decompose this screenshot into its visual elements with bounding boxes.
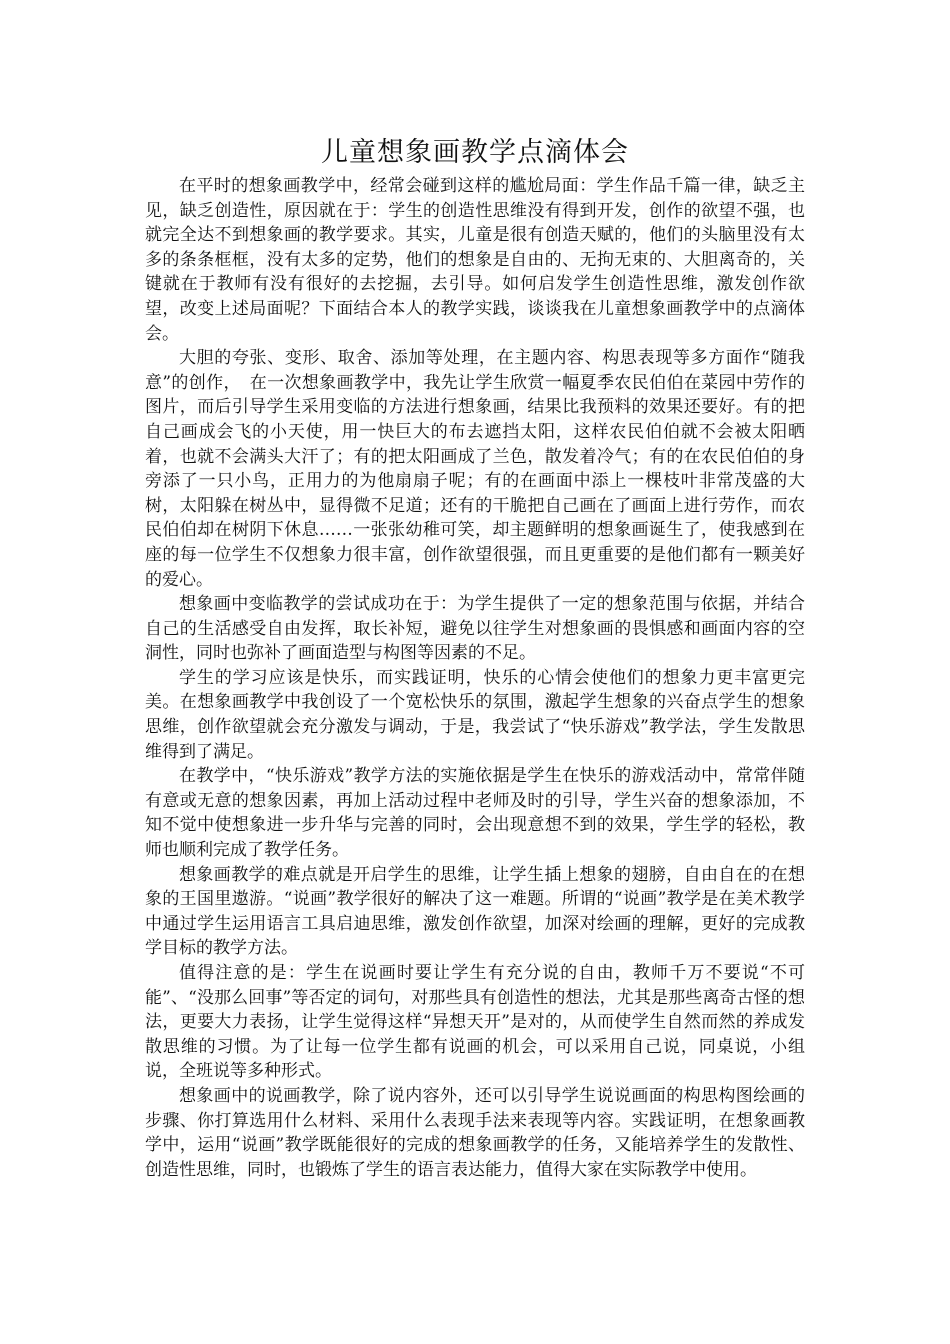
document-title: 儿童想象画教学点滴体会 — [321, 137, 629, 168]
paragraph-talking-drawing: 想象画教学的难点就是开启学生的思维，让学生插上想象的翅膀，自由自在的在想象的王国里遨游。“说画”教学很好的解决了这一难题。所谓的“说画”教学是在美术教学中通过学生运用语言工具启迪思维，激发创作欲望，加深对绘画的理解，更好的完成教学目标的教学方法。 — [145, 864, 805, 959]
paragraph-copy-teaching: 想象画中变临教学的尝试成功在于：为学生提供了一定的想象范围与依据，并结合自己的生活感受自由发挥，取长补短，避免以往学生对想象画的畏惧感和画面内容的空洞性，同时也弥补了画面造型与构图等因素的不足。 — [145, 594, 805, 664]
paragraph-exaggeration-example: 大胆的夸张、变形、取舍、添加等处理，在主题内容、构思表现等多方面作“随我意”的创作， 在一次想象画教学中，我先让学生欣赏一幅夏季农民伯伯在菜园中劳作的图片，而后引导学生采用变临的方法进行想象画，结果比我预料的效果还要好。有的把自己画成会飞的小天使，用一快巨大的布去遮挡太阳，这样农民伯伯就不会被太阳晒着，也就不会满头大汗了；有的把太阳画成了兰色，散发着冷气；有的在农民伯伯的身旁添了一只小鸟，正用力的为他扇扇子呢；有的在画面中添上一棵枝叶非常茂盛的大树，太阳躲在树丛中，显得微不足道；还有的干脆把自己画在了画面上进行劳作，而农民伯伯却在树阴下休息……一张张幼稚可笑，却主题鲜明的想象画诞生了，使我感到在座的每一位学生不仅想象力很丰富，创作欲望很强，而且更重要的是他们都有一颗美好的爱心。 — [145, 348, 805, 590]
paragraph-game-method: 在教学中，“快乐游戏”教学方法的实施依据是学生在快乐的游戏活动中，常常伴随有意或无意的想象因素，再加上活动过程中老师及时的引导，学生兴奋的想象添加，不知不觉中使想象进一步升华与完善的同时，会出现意想不到的效果，学生学的轻松，教师也顺利完成了教学任务。 — [145, 766, 805, 861]
paragraph-attention: 值得注意的是：学生在说画时要让学生有充分说的自由，教师千万不要说“不可能”、“没那么回事”等否定的词句，对那些具有创造性的想法，尤其是那些离奇古怪的想法，更要大力表扬，让学生觉得这样“异想天开”是对的，从而使学生自然而然的养成发散思维的习惯。为了让每一位学生都有说画的机会，可以采用自己说，同桌说，小组说，全班说等多种形式。 — [145, 963, 805, 1082]
paragraph-happy-learning: 学生的学习应该是快乐，而实践证明，快乐的心情会使他们的想象力更丰富更完美。在想象画教学中我创设了一个宽松快乐的氛围，激起学生想象的兴奋点学生的想象思维，创作欲望就会充分激发与调动，于是，我尝试了“快乐游戏”教学法，学生发散思维得到了满足。 — [145, 667, 805, 762]
document-page — [145, 132, 805, 1182]
paragraph-intro: 在平时的想象画教学中，经常会碰到这样的尴尬局面：学生作品千篇一律，缺乏主见，缺乏创造性，原因就在于：学生的创造性思维没有得到开发，创作的欲望不强，也就完全达不到想象画的教学要求。其实，儿童是很有创造天赋的，他们的头脑里没有太多的条条框框，没有太多的定势，他们的想象是自由的、无拘无束的、大胆离奇的，关键就在于教师有没有很好的去挖掘，去引导。如何启发学生创造性思维，激发创作欲望，改变上述局面呢？下面结合本人的教学实践，谈谈我在儿童想象画教学中的点滴体会。 — [145, 176, 805, 344]
paragraph-conclusion: 想象画中的说画教学，除了说内容外，还可以引导学生说说画面的构思构图绘画的步骤、你打算选用什么材料、采用什么表现手法来表现等内容。实践证明，在想象画教学中，运用“说画”教学既能很好的完成的想象画教学的任务，又能培养学生的发散性、创造性思维，同时，也锻炼了学生的语言表达能力，值得大家在实际教学中使用。 — [145, 1085, 805, 1180]
